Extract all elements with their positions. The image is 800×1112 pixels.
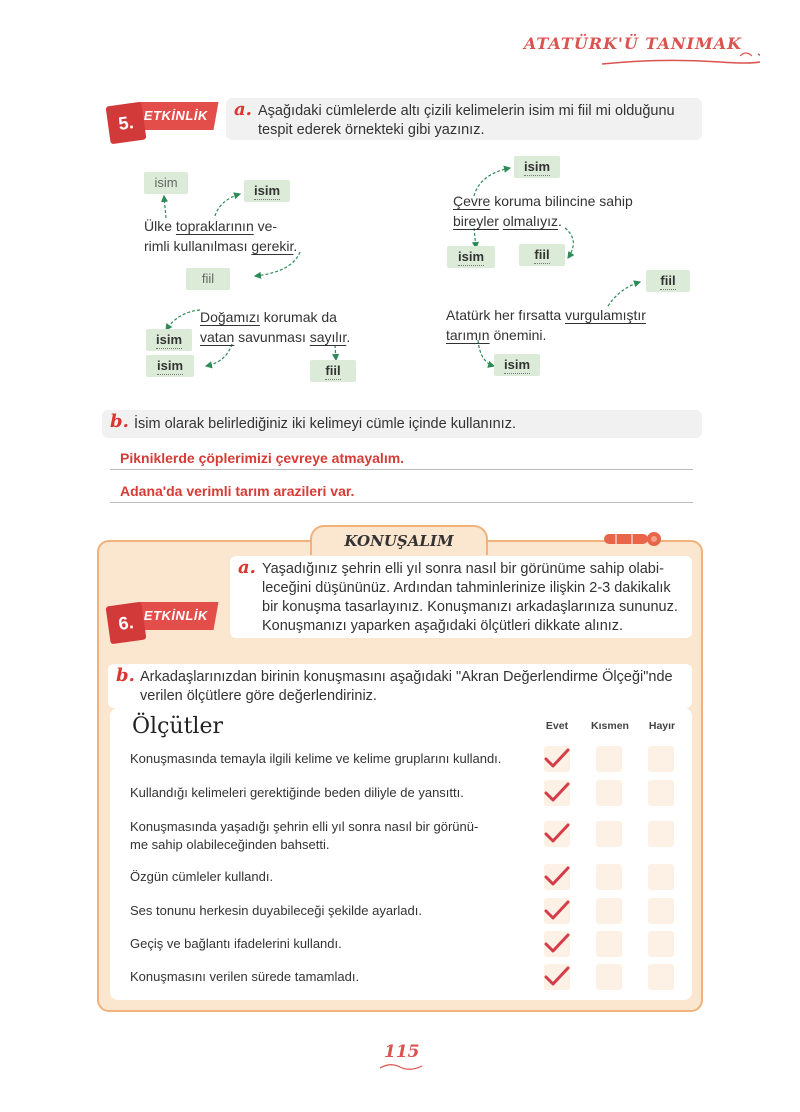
activity-badge-label: ETKİNLİK	[134, 602, 219, 630]
column-header-evet: Evet	[545, 720, 569, 732]
checkmark-icon	[543, 965, 571, 989]
checkmark-icon	[543, 822, 571, 846]
answer-line-1: Pikniklerde çöplerimizi çevreye atmayalım.	[110, 448, 693, 470]
criterion-text: Konuşmasında temayla ilgili kelime ve kelime gruplarını kullandı.	[130, 751, 502, 766]
answer-tag-isim: isim	[514, 156, 560, 178]
criterion-row	[120, 778, 526, 808]
answer-tag-fiil: fiil	[310, 360, 356, 382]
criterion-text: Ses tonunu herkesin duyabileceği şekilde ayarladı.	[130, 903, 422, 918]
kismen-checkbox[interactable]	[596, 746, 622, 772]
answer-tag-fiil: fiil	[186, 268, 230, 290]
activity-6-badge	[108, 596, 216, 642]
criterion-text: Konuşmasını verilen sürede tamamladı.	[130, 969, 360, 984]
activity-6a-question	[230, 556, 692, 638]
kismen-checkbox[interactable]	[596, 964, 622, 990]
checkmark-icon	[543, 747, 571, 771]
criterion-text: me sahip olabileceğinden bahsetti.	[130, 837, 330, 852]
activity-badge-label: ETKİNLİK	[134, 102, 219, 130]
criterion-row	[120, 962, 526, 992]
question-text-line: Aşağıdaki cümlelerde altı çizili kelimelerin isim mi fiil mi olduğunu	[258, 103, 675, 119]
answer-tag-isim: isim	[146, 355, 194, 377]
column-header-hayir: Hayır	[648, 720, 676, 732]
activity-6b-question	[108, 664, 692, 708]
question-text-line: verilen ölçütlere göre değerlendiriniz.	[140, 688, 377, 704]
criterion-row	[120, 862, 526, 892]
question-mark-b: b.	[110, 411, 129, 432]
kismen-checkbox[interactable]	[596, 821, 622, 847]
question-mark-a: a.	[234, 99, 252, 120]
hayir-checkbox[interactable]	[648, 964, 674, 990]
microphone-icon	[602, 530, 664, 548]
kismen-checkbox[interactable]	[596, 931, 622, 957]
sentence-1: Ülke topraklarının ve- rimli kullanılması gerekir.	[144, 218, 298, 254]
activity-badge-number: 5.	[106, 102, 147, 145]
checkmark-icon	[543, 865, 571, 889]
question-text-line: leceğini düşününüz. Ardından tahminlerinize ilişkin 2-3 dakikalık	[262, 580, 671, 596]
answer-tag-isim: isim	[244, 180, 290, 202]
hayir-checkbox[interactable]	[648, 821, 674, 847]
activity-5b-question	[102, 410, 702, 438]
kismen-checkbox[interactable]	[596, 898, 622, 924]
criterion-row	[120, 896, 526, 926]
checkmark-icon	[543, 899, 571, 923]
criteria-title: Ölçütler	[132, 714, 223, 739]
criterion-text: Özgün cümleler kullandı.	[130, 869, 274, 884]
answer-tag-fiil: fiil	[646, 270, 690, 292]
hayir-checkbox[interactable]	[648, 746, 674, 772]
criterion-text: Konuşmasında yaşadığı şehrin elli yıl sonra nasıl bir görünü-	[130, 819, 479, 834]
criterion-row	[120, 812, 526, 856]
sentence-2: Çevre koruma bilincine sahip bireyler olmalıyız.	[453, 193, 633, 229]
question-text-line: Arkadaşlarınızdan birinin konuşmasını aşağıdaki "Akran Değerlendirme Ölçeği"nde	[140, 669, 673, 685]
sentence-3: Doğamızı korumak da vatan savunması sayılır.	[200, 309, 351, 345]
question-mark-a: a.	[238, 557, 256, 578]
page-number: 115	[384, 1042, 420, 1062]
question-text-line: Konuşmanızı yaparken aşağıdaki ölçütleri dikkate alınız.	[262, 618, 624, 634]
criterion-text: Geçiş ve bağlantı ifadelerini kullandı.	[130, 936, 342, 951]
page-header-title: ATATÜRK'Ü TANIMAK	[523, 34, 742, 53]
question-text-line: tespit ederek örnekteki gibi yazınız.	[258, 122, 485, 138]
kismen-checkbox[interactable]	[596, 864, 622, 890]
answer-tag-fiil: fiil	[519, 244, 565, 266]
question-text-line: Yaşadığınız şehrin elli yıl sonra nasıl bir görünüme sahip olabi-	[262, 561, 664, 577]
checkmark-icon	[543, 781, 571, 805]
kismen-checkbox[interactable]	[596, 780, 622, 806]
question-mark-b: b.	[116, 665, 135, 686]
answer-tag-isim: isim	[146, 329, 192, 351]
hayir-checkbox[interactable]	[648, 864, 674, 890]
activity-badge-number: 6.	[106, 602, 147, 645]
question-text-line: bir konuşma tasarlayınız. Konuşmanızı arkadaşlarınıza sununuz.	[262, 599, 678, 615]
sentence-4: Atatürk her fırsatta vurgulamıştır tarımın önemini.	[446, 307, 646, 343]
hayir-checkbox[interactable]	[648, 898, 674, 924]
answer-tag-isim: isim	[447, 246, 495, 268]
criterion-row	[120, 929, 526, 959]
column-header-kismen: Kısmen	[591, 720, 629, 732]
criterion-row	[120, 744, 526, 774]
checkmark-icon	[543, 932, 571, 956]
criterion-text: Kullandığı kelimeleri gerektiğinde beden diliyle de yansıttı.	[130, 785, 464, 800]
answer-tag-isim: isim	[494, 354, 540, 376]
answer-tag-isim: isim	[144, 172, 188, 194]
answer-line-2: Adana'da verimli tarım arazileri var.	[110, 481, 693, 503]
hayir-checkbox[interactable]	[648, 931, 674, 957]
konusalim-title: KONUŞALIM	[310, 525, 488, 555]
page-number-swirl	[378, 1062, 424, 1072]
question-text: İsim olarak belirlediğiniz iki kelimeyi cümle içinde kullanınız.	[134, 416, 516, 432]
hayir-checkbox[interactable]	[648, 780, 674, 806]
arrow-layer	[0, 0, 800, 400]
